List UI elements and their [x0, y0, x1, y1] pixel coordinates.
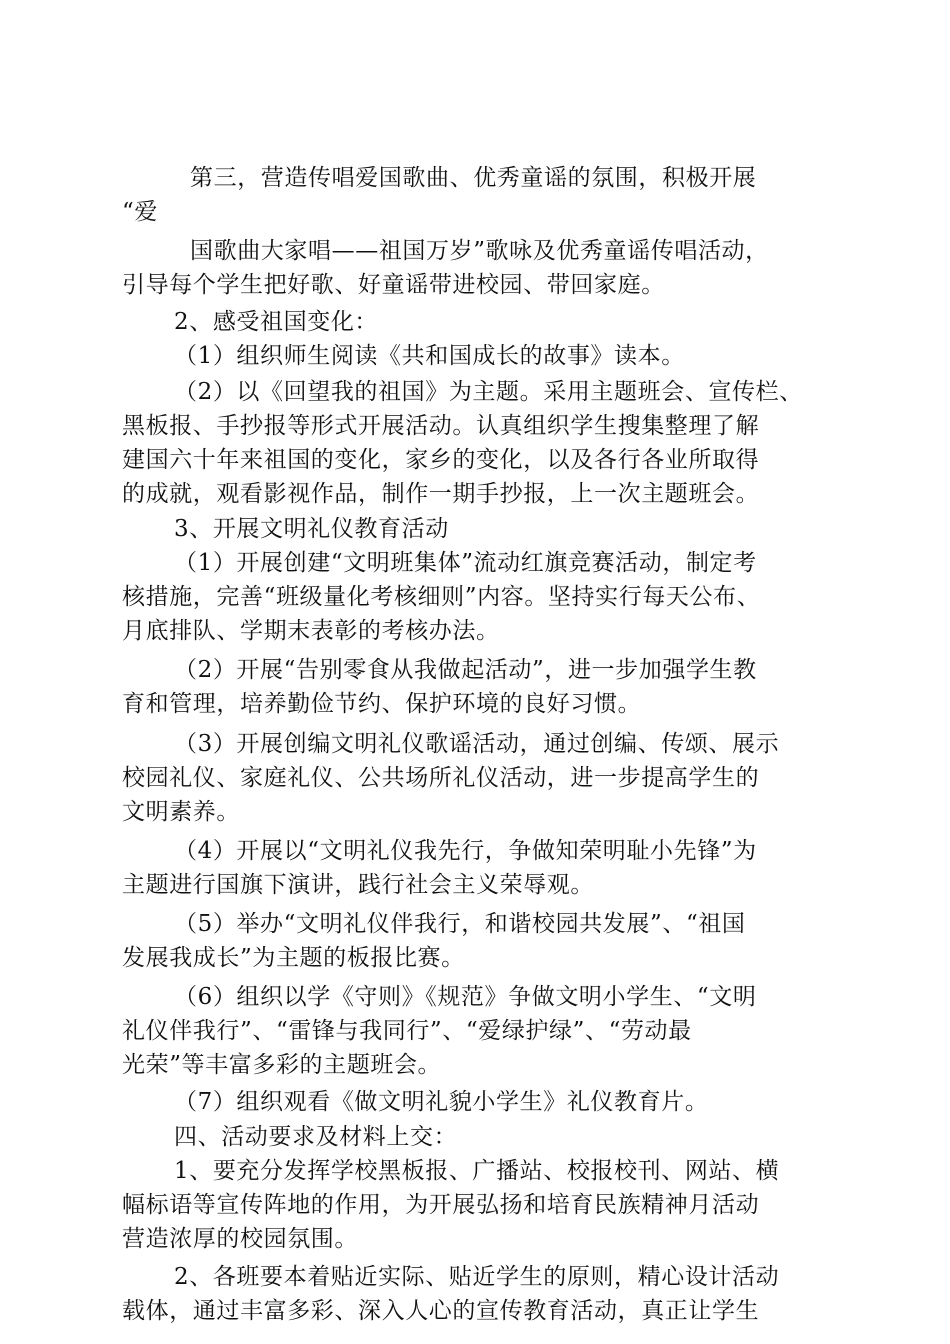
text-line: 主题进行国旗下演讲，践行社会主义荣辱观。: [122, 872, 594, 898]
text-line: 光荣”等丰富多彩的主题班会。: [122, 1052, 442, 1078]
text-line: 幅标语等宣传阵地的作用，为开展弘扬和培育民族精神月活动: [122, 1192, 760, 1218]
text-line: 育和管理，培养勤俭节约、保护环境的良好习惯。: [122, 691, 642, 717]
text-line: 1、要充分发挥学校黑板报、广播站、校报校刊、网站、横: [174, 1158, 780, 1184]
text-line: （2）以《回望我的祖国》为主题。采用主题班会、宣传栏、: [174, 379, 803, 405]
text-line: 核措施，完善“班级量化考核细则”内容。坚持实行每天公布、: [122, 584, 761, 610]
text-line: 营造浓厚的校园氛围。: [122, 1226, 358, 1252]
text-line: （1）开展创建“文明班集体”流动红旗竞赛活动，制定考: [174, 550, 757, 576]
text-line: （5）举办“文明礼仪伴我行，和谐校园共发展”、“祖国: [174, 911, 746, 937]
text-line: 2、各班要本着贴近实际、贴近学生的原则，精心设计活动: [174, 1264, 780, 1290]
text-line: （7）组织观看《做文明礼貌小学生》礼仪教育片。: [174, 1089, 709, 1115]
section-heading: 四、活动要求及材料上交：: [174, 1124, 458, 1150]
section-heading: 2、感受祖国变化：: [174, 309, 379, 335]
text-line: （3）开展创编文明礼仪歌谣活动，通过创编、传颂、展示: [174, 731, 780, 757]
text-line: 国歌曲大家唱——祖国万岁”歌咏及优秀童谣传唱活动，: [190, 238, 769, 264]
text-line: （2）开展“告别零食从我做起活动”，进一步加强学生教: [174, 657, 757, 683]
text-line: “爱: [122, 199, 158, 225]
text-line: （1）组织师生阅读《共和国成长的故事》读本。: [174, 343, 685, 369]
text-line: 校园礼仪、家庭礼仪、公共场所礼仪活动，进一步提高学生的: [122, 765, 760, 791]
text-line: 礼仪伴我行”、“雷锋与我同行”、“爱绿护绿”、“劳动最: [122, 1018, 692, 1044]
text-line: （4）开展以“文明礼仪我先行，争做知荣明耻小先锋”为: [174, 838, 757, 864]
text-line: 的成就，观看影视作品，制作一期手抄报，上一次主题班会。: [122, 481, 760, 507]
text-line: 月底排队、学期末表彰的考核办法。: [122, 618, 500, 644]
text-line: 载体，通过丰富多彩、深入人心的宣传教育活动，真正让学生: [122, 1298, 760, 1324]
text-line: （6）组织以学《守则》《规范》争做文明小学生、“文明: [174, 984, 757, 1010]
section-heading: 3、开展文明礼仪教育活动: [174, 516, 449, 542]
text-line: 引导每个学生把好歌、好童谣带进校园、带回家庭。: [122, 272, 665, 298]
text-line: 发展我成长”为主题的板报比赛。: [122, 945, 465, 971]
text-line: 建国六十年来祖国的变化，家乡的变化，以及各行各业所取得: [122, 447, 760, 473]
text-line: 第三，营造传唱爱国歌曲、优秀童谣的氛围，积极开展: [190, 165, 757, 191]
text-line: 黑板报、手抄报等形式开展活动。认真组织学生搜集整理了解: [122, 413, 760, 439]
text-line: 文明素养。: [122, 799, 240, 825]
